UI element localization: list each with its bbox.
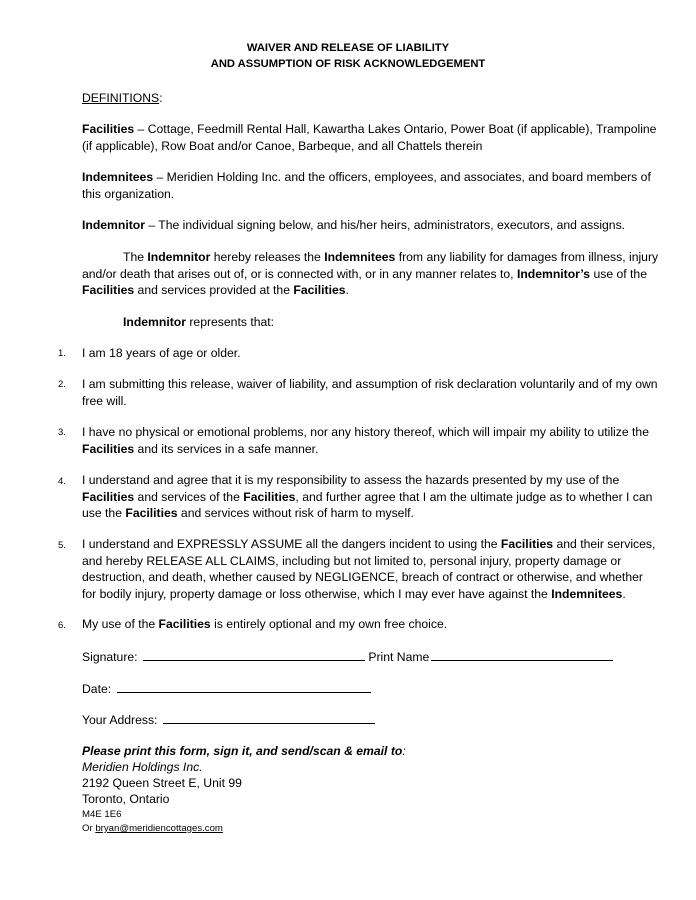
- address-label: Your Address:: [82, 713, 161, 727]
- date-field[interactable]: [117, 680, 371, 693]
- represents-line: Indemnitor represents that:: [123, 315, 275, 329]
- address-field[interactable]: [163, 711, 375, 724]
- definition-term: Indemnitor: [82, 218, 145, 232]
- release-paragraph: The Indemnitor hereby releases the Indemnitees from any liability for damages from illness, injury and/or death that arises out of, or is connected with, or in any manner relates to, Indemnitor’s use of the Facilities and services provided at the Facilities.: [82, 250, 659, 298]
- email-link[interactable]: bryan@meridiencottages.com: [95, 823, 223, 834]
- list-item-1: I am 18 years of age or older.: [82, 346, 241, 360]
- mailing-instruction: Please print this form, sign it, and send/scan & email to:: [82, 744, 406, 758]
- signature-label: Signature:: [82, 650, 141, 664]
- list-number: 5.: [58, 540, 66, 551]
- list-number: 6.: [58, 620, 66, 631]
- list-item-2: I am submitting this release, waiver of liability, and assumption of risk declaration voluntarily and of my own free will.: [82, 377, 658, 408]
- definition-text: – The individual signing below, and his/her heirs, administrators, executors, and assigns.: [144, 218, 626, 232]
- email-row: Or bryan@meridiencottages.com: [82, 823, 223, 834]
- definition-indemnitor: [82, 217, 660, 234]
- list-item-4: I understand and agree that it is my responsibility to assess the hazards presented by my use of the Facilities and services of the Facilities, and further agree that I am the ultimate judge as to whether I can use the Facilities and services without risk of harm to myself.: [82, 473, 653, 521]
- definition-indemnitees: [82, 169, 660, 202]
- list-item-5: I understand and EXPRESSLY ASSUME all the dangers incident to using the Facilities and their services, and hereby RELEASE ALL CLAIMS, including but not limited to, personal injury, property damage or destruction, and death, whether caused by NEGLIGENCE, breach of contract or otherwise, and whether for bodily injury, property damage or loss otherwise, which I may ever have against the Indemnitees.: [82, 537, 656, 601]
- postal-code: M4E 1E6: [82, 809, 122, 820]
- print-name-field[interactable]: [431, 648, 613, 661]
- list-number: 1.: [58, 348, 66, 359]
- list-item-6: My use of the Facilities is entirely optional and my own free choice.: [82, 617, 448, 631]
- definition-term: Indemnitees: [82, 170, 154, 184]
- date-label: Date:: [82, 682, 115, 696]
- definition-text: – Meridien Holding Inc. and the officers, employees, and associates, and board members of this organization.: [82, 170, 651, 201]
- list-number: 2.: [58, 379, 66, 390]
- city-province: Toronto, Ontario: [82, 792, 170, 806]
- definition-facilities: [82, 121, 660, 154]
- document-title-line-2: AND ASSUMPTION OF RISK ACKNOWLEDGEMENT: [210, 58, 486, 70]
- signature-row: [82, 648, 613, 666]
- definition-text: – Cottage, Feedmill Rental Hall, Kawartha Lakes Ontario, Power Boat (if applicable), Trampoline (if applicable), Row Boat and/or Canoe, Barbeque, and all Chattels therein: [82, 122, 657, 153]
- document-title-line-1: WAIVER AND RELEASE OF LIABILITY: [246, 42, 450, 54]
- address-row: [82, 711, 375, 729]
- list-item-3: I have no physical or emotional problems, nor any history thereof, which will impair my ability to utilize the Facilities and its services in a safe manner.: [82, 425, 649, 456]
- company-name: Meridien Holdings Inc.: [82, 760, 203, 774]
- date-row: [82, 680, 371, 698]
- list-number: 4.: [58, 476, 66, 487]
- definitions-heading-row: DEFINITIONS:: [82, 91, 163, 105]
- definition-term: Facilities: [82, 122, 135, 136]
- definitions-heading: DEFINITIONS: [82, 91, 160, 105]
- signature-field[interactable]: [143, 648, 365, 661]
- print-name-label: Print Name: [364, 650, 430, 664]
- list-number: 3.: [58, 427, 66, 438]
- street-address: 2192 Queen Street E, Unit 99: [82, 776, 242, 790]
